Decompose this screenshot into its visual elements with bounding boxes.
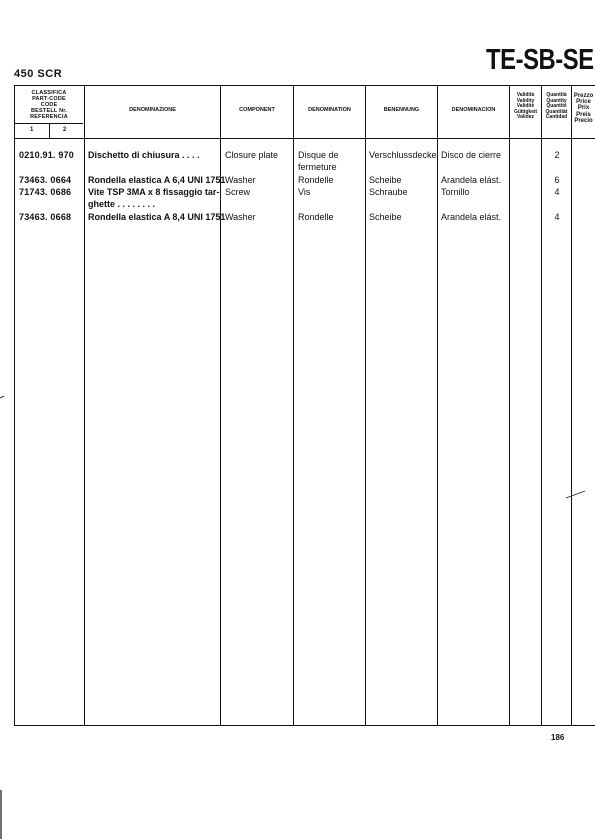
table-row-french: Rondelle: [298, 212, 334, 222]
table-row-quantity: 4: [554, 187, 560, 197]
table-row-english: Screw: [225, 187, 251, 197]
table-row-spanish: Disco de cierre: [441, 150, 502, 160]
table-row-quantity: 4: [554, 212, 560, 222]
header-component: COMPONENT: [239, 107, 275, 113]
table-row-spanish: Tornillo: [441, 187, 470, 197]
page-number: 186: [551, 733, 565, 742]
header-validita: Validità Validity Validité Gültigkeit Validez: [513, 92, 538, 121]
header-benennung: BENENNUNG: [383, 107, 420, 113]
table-row-french: Disque de fermeture: [298, 150, 339, 172]
header-prezzo: Prezzo Price Prix Preis Precio: [573, 93, 594, 124]
table-row-quantity: 2: [554, 150, 560, 160]
table-row-french: Vis: [298, 187, 311, 197]
header-sub-2: 2: [63, 127, 67, 133]
table-row-quantity: 6: [554, 175, 560, 185]
table-row-german: Scheibe: [369, 175, 402, 185]
table-row-english: Washer: [225, 212, 256, 222]
stray-pen-mark: [566, 491, 585, 498]
header-classifica: CLASSIFICA PART-CODE CODE BESTELL Nr. REFERENCIA: [30, 90, 68, 120]
table-row-italian: Rondella elastica A 8,4 UNI 1751: [88, 212, 226, 222]
table-row-code: 71743. 0686: [19, 187, 72, 197]
model-label: 450 SCR: [14, 68, 63, 80]
header-sub-1: 1: [30, 127, 34, 133]
table-row-code: 73463. 0664: [19, 175, 72, 185]
header-denominacion: DENOMINACION: [451, 107, 496, 113]
margin-mark: [0, 396, 4, 398]
header-quantita: Quantità Quantity Quantité Quantität Cantidad: [545, 92, 568, 121]
section-code: TE-SB-SE: [486, 44, 594, 76]
table-row-german: Verschlussdeckel: [369, 150, 439, 160]
table-row-italian: Rondella elastica A 6,4 UNI 1751: [88, 175, 226, 185]
table-row-english: Washer: [225, 175, 256, 185]
table-row-english: Closure plate: [225, 150, 279, 160]
table-row-code: 0210.91. 970: [19, 150, 74, 160]
header-denominazione: DENOMINAZIONE: [129, 107, 176, 113]
table-row-spanish: Arandela elást.: [441, 212, 502, 222]
header-denomination: DENOMINATION: [308, 107, 351, 113]
table-row-french: Rondelle: [298, 175, 334, 185]
table-row-italian: Vite TSP 3MA x 8 fissaggio tar- ghette . . . . . . . .: [88, 187, 220, 209]
table-row-code: 73463. 0668: [19, 212, 72, 222]
table-row-italian: Dischetto di chiusura . . . .: [88, 150, 200, 160]
table-row-german: Schraube: [369, 187, 408, 197]
table-row-german: Scheibe: [369, 212, 402, 222]
table-row-spanish: Arandela elást.: [441, 175, 502, 185]
